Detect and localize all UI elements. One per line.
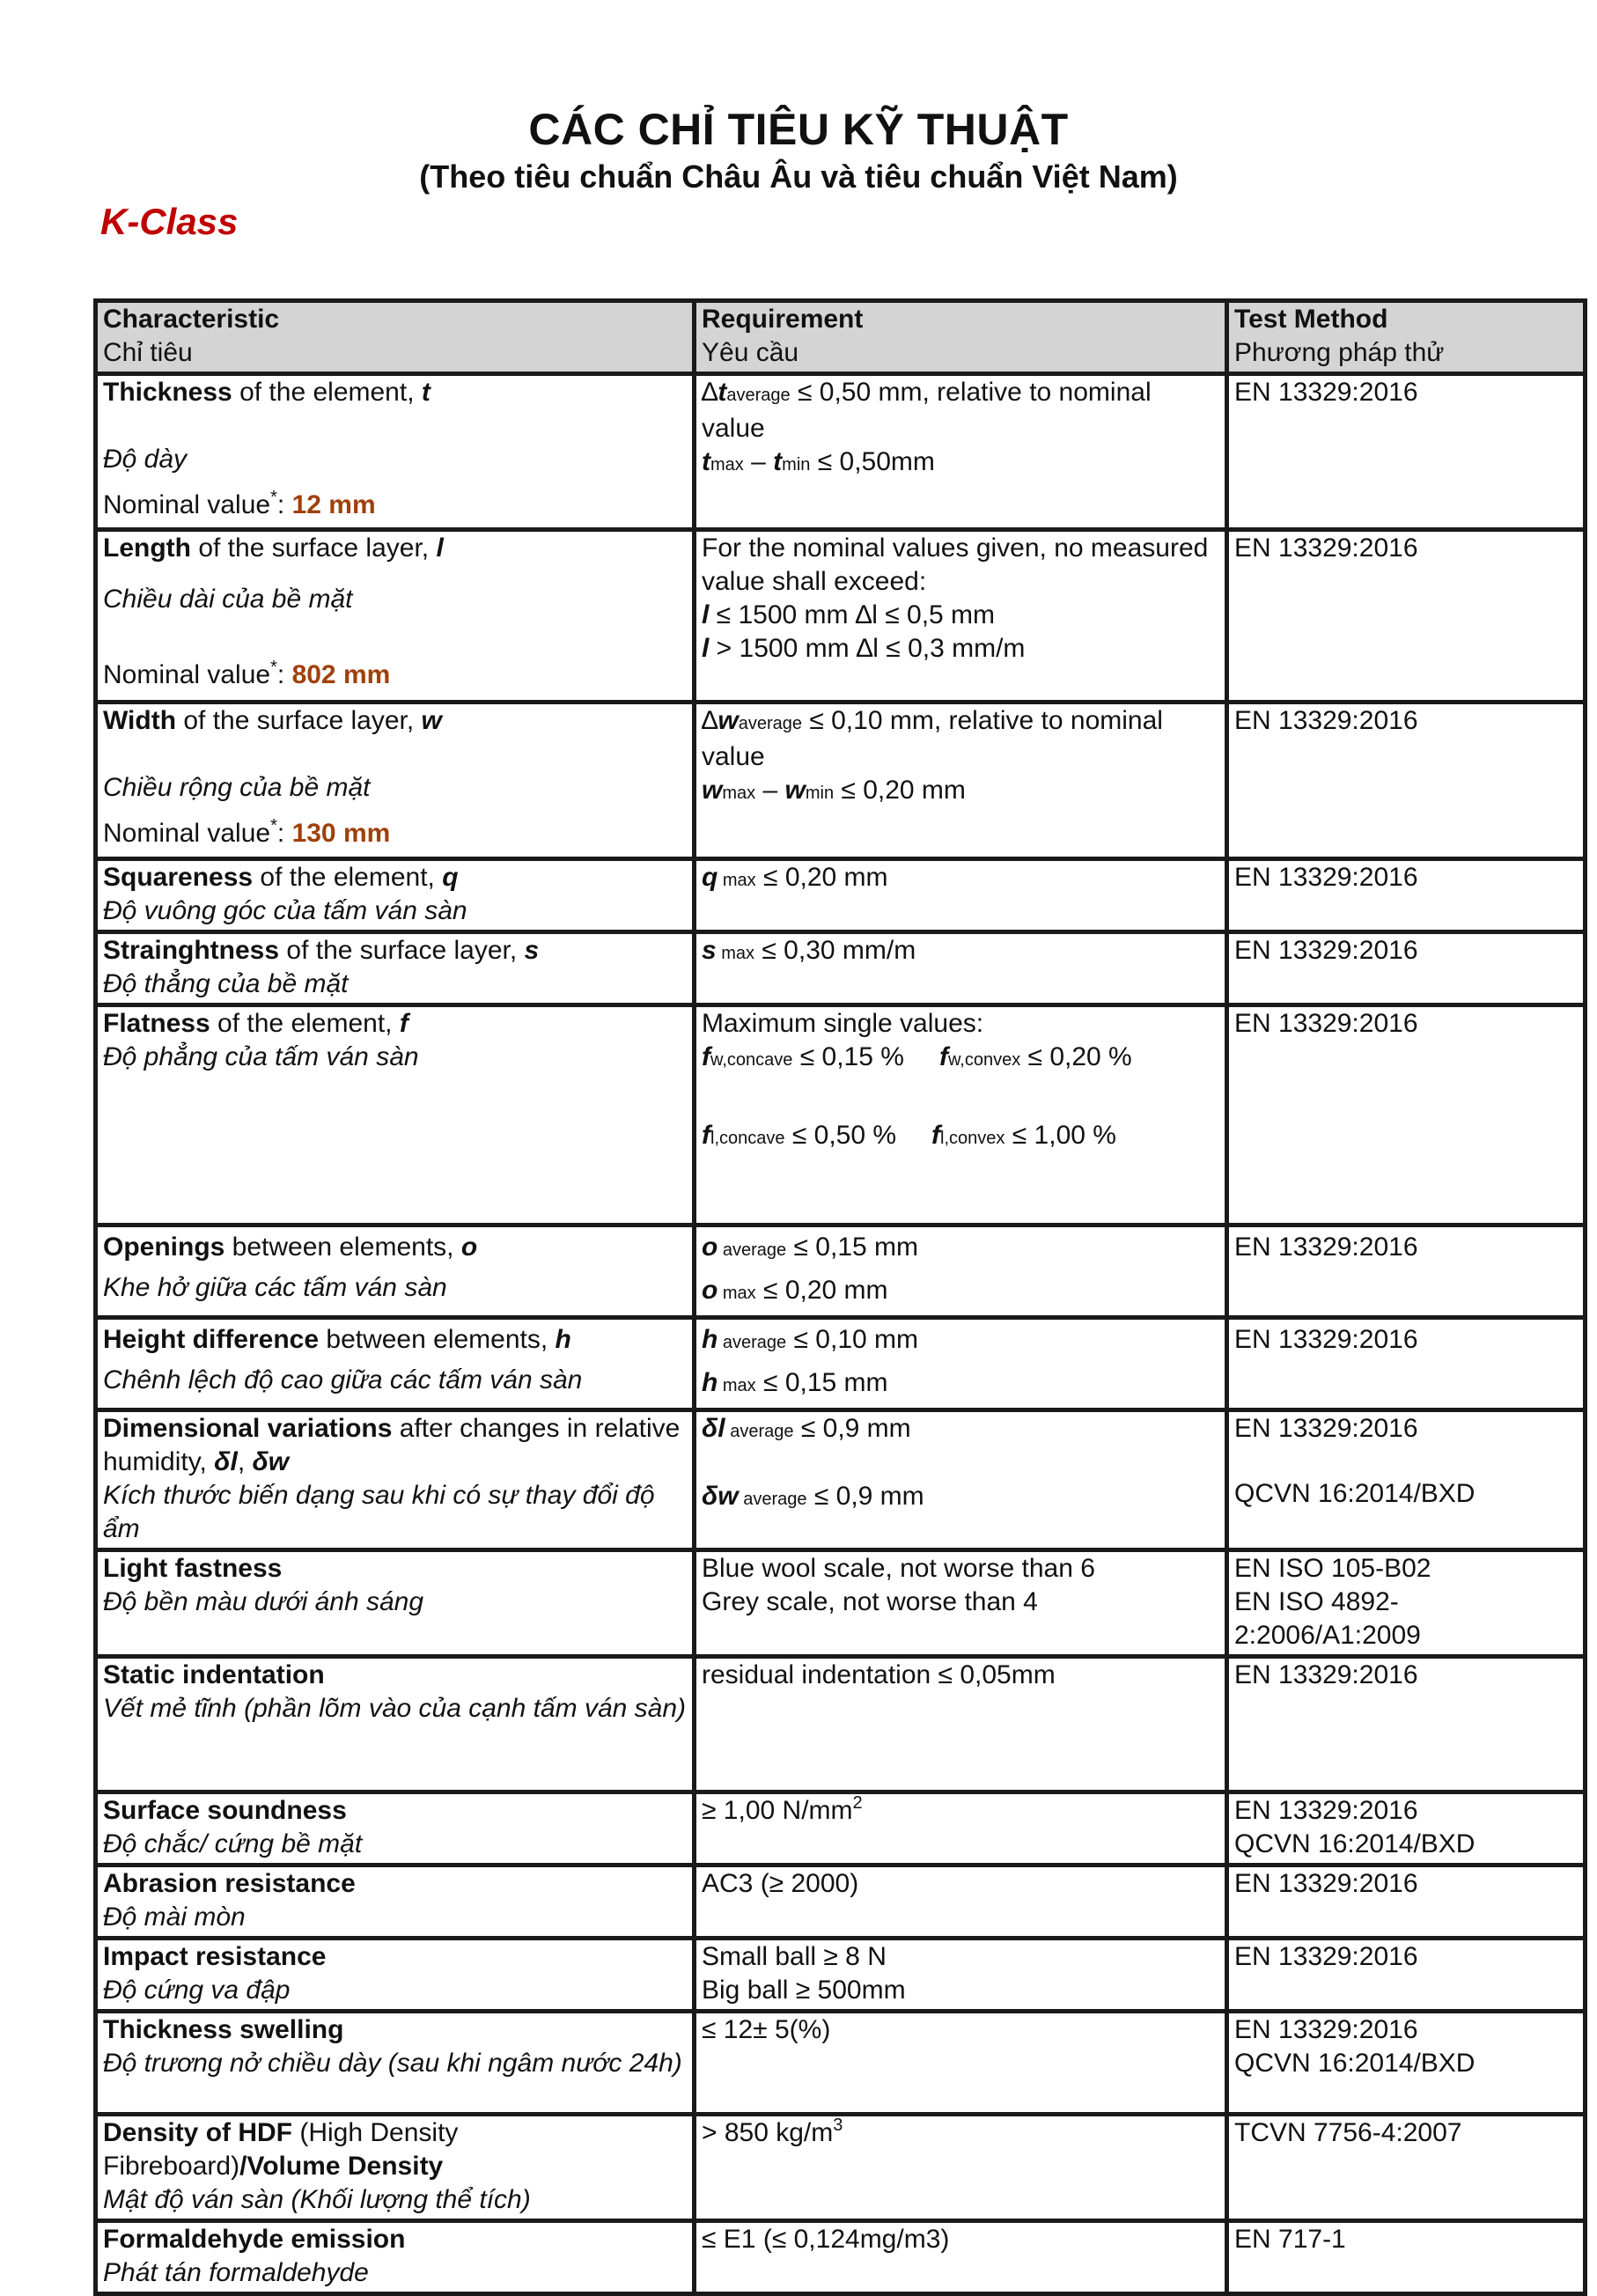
table-row	[96, 1225, 1586, 1318]
test-method-cell: EN 13329:2016	[1227, 1939, 1586, 2012]
test-method-cell: EN ISO 105-B02 EN ISO 4892-2:2006/A1:2009	[1227, 1550, 1586, 1657]
test-method-cell: EN 13329:2016	[1227, 932, 1586, 1005]
characteristic-cell: Abrasion resistance Độ mài mòn	[96, 1866, 695, 1939]
requirement-cell: ≤ E1 (≤ 0,124mg/m3)	[695, 2221, 1227, 2294]
test-method-cell: EN 13329:2016	[1227, 374, 1586, 530]
test-method-cell: EN 13329:2016	[1227, 703, 1586, 859]
table-row	[96, 1318, 1586, 1410]
requirement-cell: ≥ 1,00 $N/mm^2$	[695, 1792, 1227, 1866]
table-row	[96, 2115, 1586, 2221]
table-row	[96, 1005, 1586, 1225]
test-method-cell: EN 13329:2016 QCVN 16:2014/BXD	[1227, 1410, 1586, 1550]
characteristic-cell: Light fastness Độ bền màu dưới ánh sáng	[96, 1550, 695, 1657]
test-method-cell: EN 13329:2016 QCVN 16:2014/BXD	[1227, 2012, 1586, 2115]
test-method-cell: EN 13329:2016	[1227, 859, 1586, 932]
requirement-cell: ∆taverage ≤ 0,50 mm, relative to nominal value tmax – tmin ≤ 0,50mm	[695, 374, 1227, 530]
table-row	[96, 1866, 1586, 1939]
characteristic-cell: Formaldehyde emission Phát tán formaldehyde	[96, 2221, 695, 2294]
test-method-cell: EN 13329:2016	[1227, 1318, 1586, 1410]
table-row	[96, 1939, 1586, 2012]
page-title: CÁC CHỈ TIÊU KỸ THUẬT	[528, 105, 1069, 154]
table-row	[96, 859, 1586, 932]
characteristic-cell: Width of the surface layer, w Chiều rộng của bề mặt Nominal value*: 130 mm	[96, 703, 695, 859]
table-row	[96, 1657, 1586, 1792]
table-row	[96, 1410, 1586, 1550]
characteristic-cell: Surface soundness Độ chắc/ cứng bề mặt	[96, 1792, 695, 1866]
test-method-cell: EN 13329:2016	[1227, 530, 1586, 703]
column-header-characteristic: Characteristic Chỉ tiêu	[96, 301, 695, 374]
characteristic-cell: Dimensional variations after changes in relative humidity, δl, δw Kích thước biến dạng sau khi có sự thay đổi độ ẩm	[96, 1410, 695, 1550]
test-method-cell: TCVN 7756-4:2007	[1227, 2115, 1586, 2221]
characteristic-cell: Flatness of the element, f Độ phẳng của tấm ván sàn	[96, 1005, 695, 1225]
requirement-cell: o average ≤ 0,15 mm o max ≤ 0,20 mm	[695, 1225, 1227, 1318]
test-method-cell: EN 13329:2016 QCVN 16:2014/BXD	[1227, 1792, 1586, 1866]
requirement-cell: h average ≤ 0,10 mm h max ≤ 0,15 mm	[695, 1318, 1227, 1410]
requirement-cell: Small ball ≥ 8 N Big ball ≥ 500mm	[695, 1939, 1227, 2012]
characteristic-cell: Length of the surface layer, l Chiều dài của bề mặt Nominal value*: 802 mm	[96, 530, 695, 703]
brand-label: K-Class	[100, 201, 239, 242]
requirement-cell: s max ≤ 0,30 mm/m	[695, 932, 1227, 1005]
column-header-requirement: Requirement Yêu cầu	[695, 301, 1227, 374]
requirement-cell: q max ≤ 0,20 mm	[695, 859, 1227, 932]
requirement-cell: Blue wool scale, not worse than 6 Grey scale, not worse than 4	[695, 1550, 1227, 1657]
requirement-cell: > 850 $kg/m^3$	[695, 2115, 1227, 2221]
characteristic-cell: Static indentation Vết mẻ tĩnh (phần lõm vào của cạnh tấm ván sàn)	[96, 1657, 695, 1792]
characteristic-cell: Density of HDF (High Density Fibreboard)/Volume Density Mật độ ván sàn (Khối lượng thể tích)	[96, 2115, 695, 2221]
test-method-cell: EN 13329:2016	[1227, 1005, 1586, 1225]
requirement-cell: For the nominal values given, no measured value shall exceed: l ≤ 1500 mm ∆l ≤ 0,5 mm l > 1500 mm ∆l ≤ 0,3 mm/m	[695, 530, 1227, 703]
page-subtitle: (Theo tiêu chuẩn Châu Âu và tiêu chuẩn Việt Nam)	[419, 158, 1178, 195]
table-row	[96, 932, 1586, 1005]
test-method-cell: EN 13329:2016	[1227, 1657, 1586, 1792]
requirement-cell: residual indentation ≤ 0,05mm	[695, 1657, 1227, 1792]
test-method-cell: EN 13329:2016	[1227, 1866, 1586, 1939]
characteristic-cell: Strainghtness of the surface layer, s Độ thẳng của bề mặt	[96, 932, 695, 1005]
characteristic-cell: Squareness of the element, q Độ vuông góc của tấm ván sàn	[96, 859, 695, 932]
requirement-cell: ≤ 12± 5(%)	[695, 2012, 1227, 2115]
table-row	[96, 1792, 1586, 1866]
characteristic-cell: Thickness of the element, t Độ dày Nominal value*: 12 mm	[96, 374, 695, 530]
characteristic-cell: Openings between elements, o Khe hở giữa các tấm ván sàn	[96, 1225, 695, 1318]
table-row	[96, 530, 1586, 703]
table-header-row	[96, 301, 1586, 374]
requirement-cell: δl average ≤ 0,9 mm δw average ≤ 0,9 mm	[695, 1410, 1227, 1550]
requirement-cell: Maximum single values: fw,concave ≤ 0,15 % fw,convex ≤ 0,20 % fl,concave ≤ 0,50 % fl,convex ≤ 1,00 %	[695, 1005, 1227, 1225]
column-header-test-method: Test Method Phương pháp thử	[1227, 301, 1586, 374]
spec-table	[93, 298, 1587, 2296]
test-method-cell: EN 13329:2016	[1227, 1225, 1586, 1318]
characteristic-cell: Height difference between elements, h Chênh lệch độ cao giữa các tấm ván sàn	[96, 1318, 695, 1410]
table-row	[96, 2221, 1586, 2294]
characteristic-cell: Thickness swelling Độ trương nở chiều dày (sau khi ngâm nước 24h)	[96, 2012, 695, 2115]
table-row	[96, 2012, 1586, 2115]
test-method-cell: EN 717-1	[1227, 2221, 1586, 2294]
table-row	[96, 1550, 1586, 1657]
characteristic-cell: Impact resistance Độ cứng va đập	[96, 1939, 695, 2012]
requirement-cell: ∆waverage ≤ 0,10 mm, relative to nominal value wmax – wmin ≤ 0,20 mm	[695, 703, 1227, 859]
table-row	[96, 374, 1586, 530]
requirement-cell: AC3 (≥ 2000)	[695, 1866, 1227, 1939]
table-row	[96, 703, 1586, 859]
